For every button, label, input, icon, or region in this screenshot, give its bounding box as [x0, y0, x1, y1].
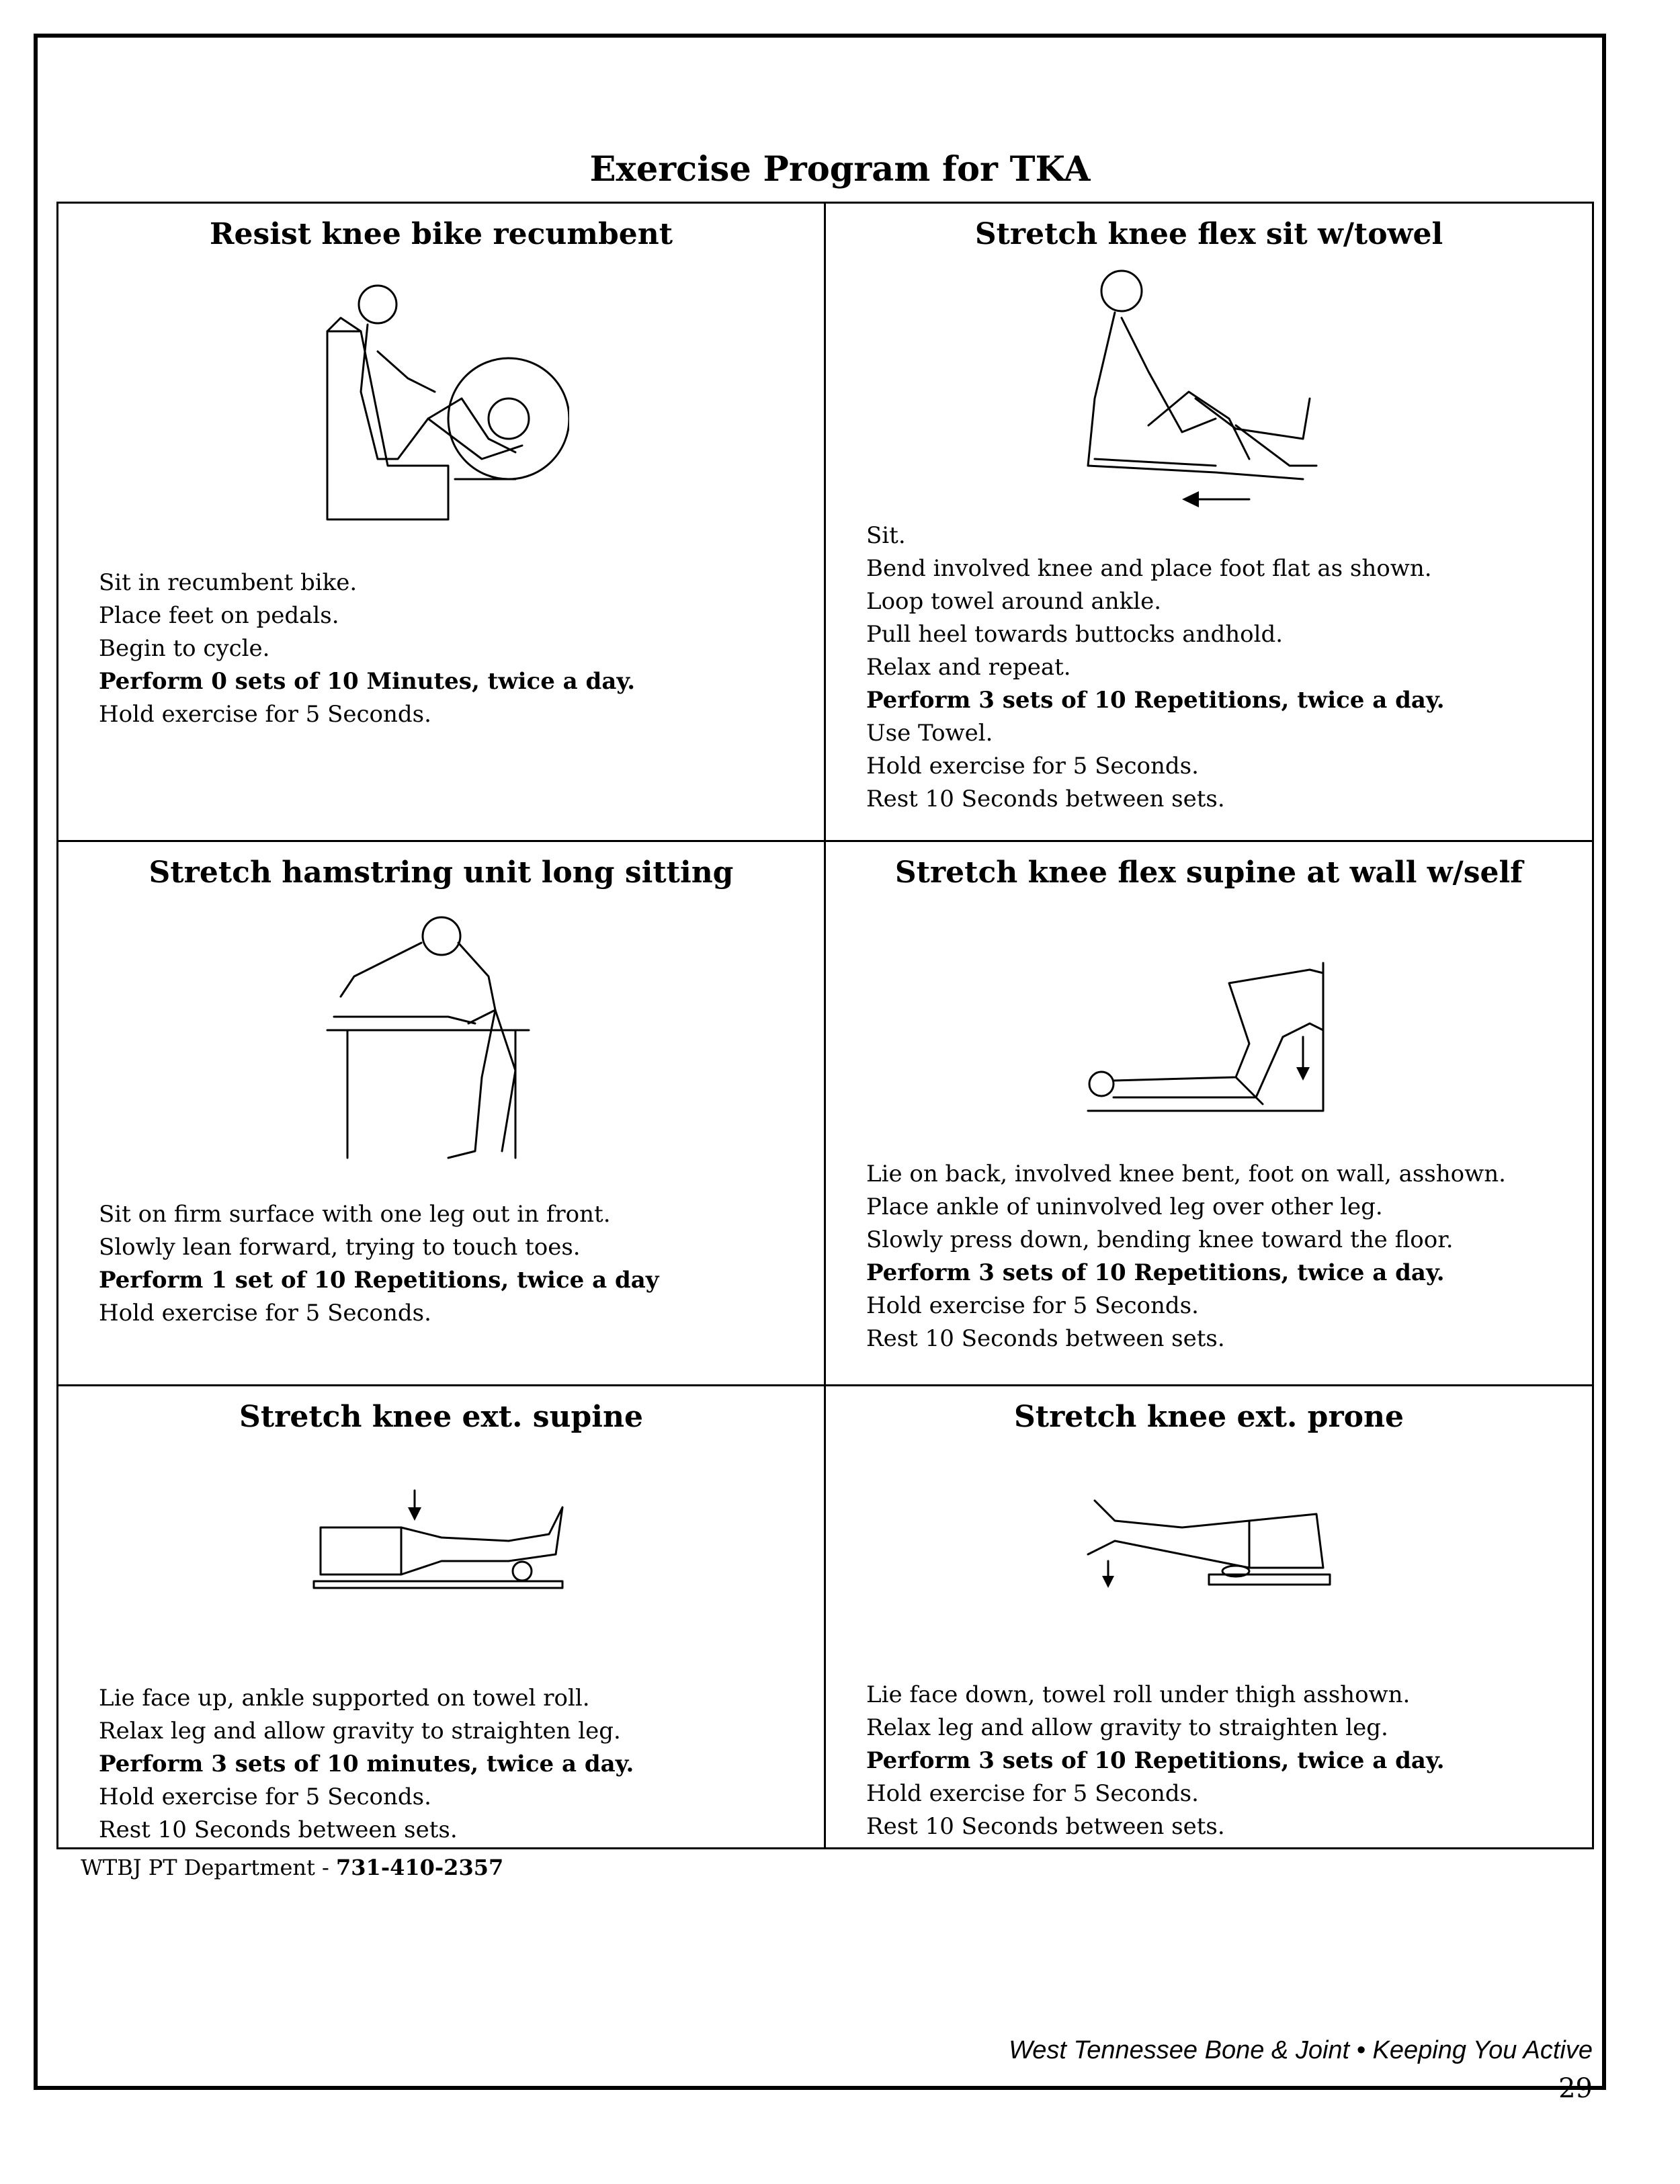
page-title: Exercise Program for TKA — [589, 149, 1091, 190]
instruction-line: Rest 10 Seconds between sets. — [866, 1813, 1225, 1840]
instruction-line: Rest 10 Seconds between sets. — [866, 1325, 1225, 1352]
instruction-line: Loop towel around ankle. — [866, 588, 1162, 615]
instruction-line: Lie face down, towel roll under thigh asshown. — [866, 1681, 1411, 1708]
exercise-title: Stretch hamstring unit long sitting — [149, 855, 734, 890]
instruction-line: Relax and repeat. — [866, 654, 1071, 681]
phone-number: 731-410-2357 — [336, 1855, 504, 1880]
page-number: 29 — [1558, 2073, 1593, 2104]
exercise-title: Resist knee bike recumbent — [209, 217, 673, 251]
instruction-line: Relax leg and allow gravity to straighten leg. — [866, 1714, 1388, 1741]
supine-knee-extension-figure — [58, 1480, 824, 1615]
dosage-line: Perform 3 sets of 10 Repetitions, twice a day. — [866, 1259, 1445, 1286]
instruction-line: Slowly lean forward, trying to touch toes. — [99, 1234, 581, 1261]
instruction-line: Hold exercise for 5 Seconds. — [99, 1300, 431, 1327]
instruction-line: Hold exercise for 5 Seconds. — [866, 1292, 1199, 1319]
exercise-card-towel-stretch — [826, 204, 1592, 842]
instruction-line: Lie on back, involved knee bent, foot on wall, asshown. — [866, 1161, 1506, 1187]
dosage-line: Perform 3 sets of 10 Repetitions, twice a day. — [866, 1747, 1445, 1774]
exercise-grid — [56, 202, 1594, 1849]
instruction-line: Hold exercise for 5 Seconds. — [99, 1783, 431, 1810]
instruction-line: Rest 10 Seconds between sets. — [99, 1816, 458, 1843]
exercise-title: Stretch knee ext. supine — [239, 1400, 643, 1434]
instruction-line: Place feet on pedals. — [99, 602, 339, 629]
sitting-towel-stretch-figure — [826, 264, 1592, 519]
brand-tagline: West Tennessee Bone & Joint • Keeping You Active — [1009, 2036, 1593, 2064]
department-contact — [81, 1855, 503, 1880]
exercise-title: Stretch knee flex supine at wall w/self — [894, 855, 1523, 890]
department-label: WTBJ PT Department - — [81, 1855, 337, 1880]
instruction-line: Sit on firm surface with one leg out in front. — [99, 1201, 611, 1228]
exercise-card-supine-extension — [58, 1386, 826, 1847]
instruction-line: Slowly press down, bending knee toward the floor. — [866, 1226, 1454, 1253]
prone-knee-extension-figure — [826, 1480, 1592, 1615]
instruction-line: Place ankle of uninvolved leg over other leg. — [866, 1193, 1383, 1220]
exercise-instructions — [866, 1679, 1565, 1843]
exercise-instructions — [866, 519, 1565, 816]
instruction-line: Rest 10 Seconds between sets. — [866, 786, 1225, 812]
instruction-line: Hold exercise for 5 Seconds. — [99, 701, 431, 728]
instruction-line: Pull heel towards buttocks andhold. — [866, 621, 1284, 648]
exercise-instructions — [866, 1158, 1565, 1355]
exercise-card-recumbent-bike — [58, 204, 826, 842]
recumbent-bike-figure — [58, 278, 824, 533]
instruction-line: Bend involved knee and place foot flat as shown. — [866, 555, 1432, 582]
instruction-line: Sit in recumbent bike. — [99, 569, 358, 596]
supine-wall-slide-figure — [826, 956, 1592, 1131]
exercise-card-hamstring — [58, 842, 826, 1386]
instruction-line: Lie face up, ankle supported on towel roll. — [99, 1685, 590, 1712]
dosage-line: Perform 0 sets of 10 Minutes, twice a day. — [99, 668, 636, 695]
exercise-card-prone-extension — [826, 1386, 1592, 1847]
exercise-instructions — [99, 1198, 797, 1330]
exercise-card-wall-slide — [826, 842, 1592, 1386]
exercise-title: Stretch knee ext. prone — [1014, 1400, 1404, 1434]
exercise-instructions — [99, 1682, 797, 1847]
dosage-line: Perform 3 sets of 10 minutes, twice a day. — [99, 1751, 634, 1777]
instruction-line: Hold exercise for 5 Seconds. — [866, 1780, 1199, 1807]
instruction-line: Sit. — [866, 522, 906, 549]
instruction-line: Relax leg and allow gravity to straighten leg. — [99, 1718, 621, 1745]
exercise-title: Stretch knee flex sit w/towel — [974, 217, 1443, 251]
instruction-line: Use Towel. — [866, 720, 993, 747]
dosage-line: Perform 3 sets of 10 Repetitions, twice a day. — [866, 687, 1445, 714]
dosage-line: Perform 1 set of 10 Repetitions, twice a day — [99, 1267, 659, 1294]
instruction-line: Hold exercise for 5 Seconds. — [866, 753, 1199, 780]
hamstring-table-stretch-figure — [58, 909, 824, 1165]
exercise-instructions — [99, 566, 797, 731]
instruction-line: Begin to cycle. — [99, 635, 270, 662]
